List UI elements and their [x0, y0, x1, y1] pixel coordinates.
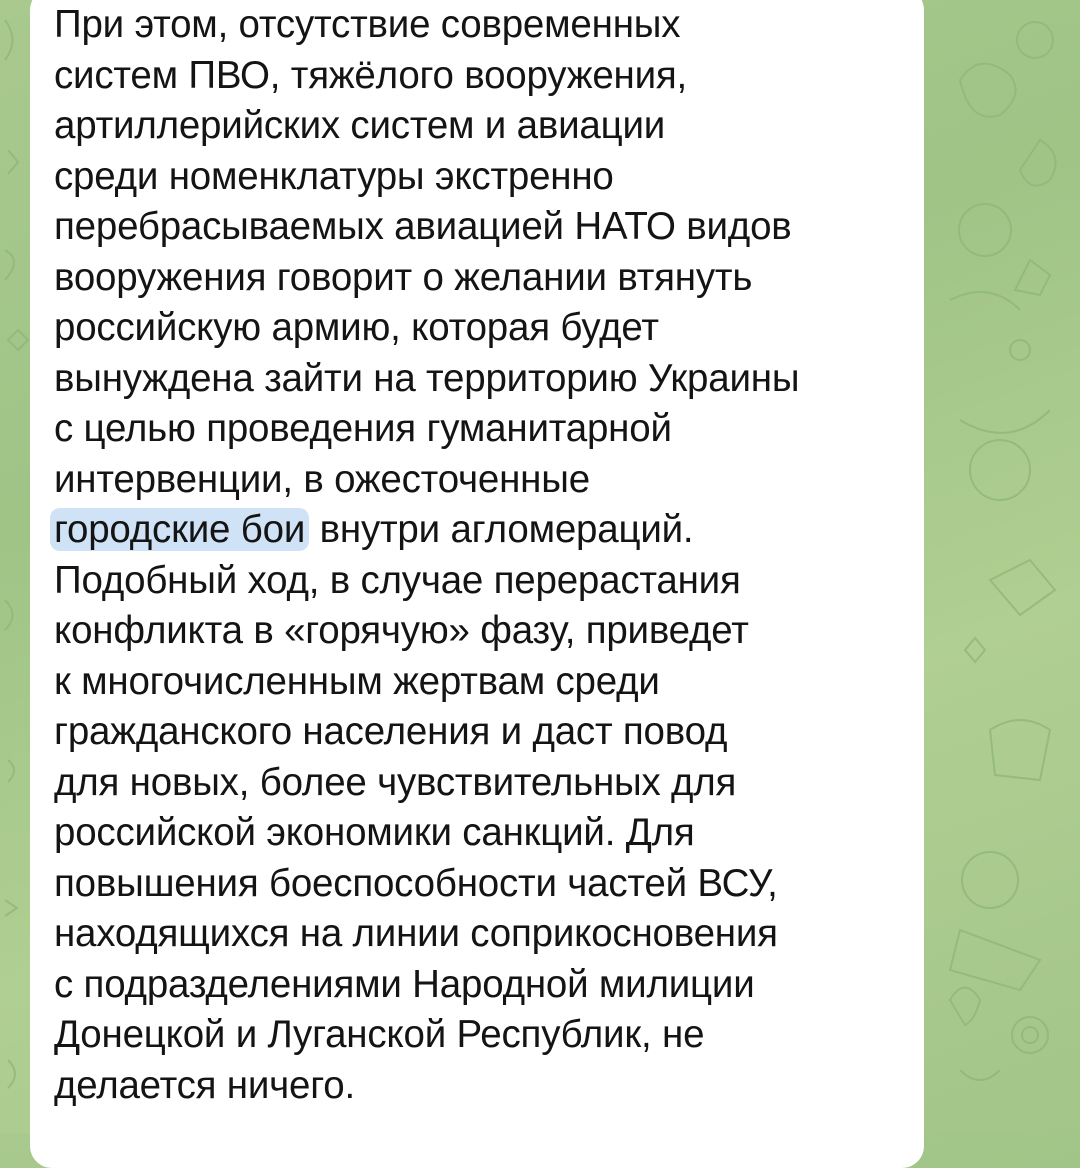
message-line: Донецкой и Луганской Республик, не	[54, 1013, 705, 1056]
doodle-strawberry-icon	[1020, 140, 1056, 186]
message-line: систем ПВО, тяжёлого вооружения,	[54, 53, 688, 97]
doodle-bulb-icon	[950, 988, 980, 1026]
message-line: к многочисленным жертвам среди	[54, 659, 660, 703]
message-text	[54, 0, 900, 1111]
message-line: конфликта в «горячую» фазу, приведет	[54, 609, 749, 652]
doodle-telescope-icon	[990, 560, 1055, 615]
highlighted-text-selection[interactable]: городские бои	[50, 508, 309, 551]
message-line: с подразделениями Народной милиции	[54, 962, 755, 1006]
message-line: среди номенклатуры экстренно	[54, 154, 614, 198]
message-line: внутри агломераций.	[309, 508, 694, 551]
message-line: для новых, более чувствительных для	[54, 760, 737, 804]
message-line: находящихся на линии соприкосновения	[54, 912, 778, 955]
doodle-cup-icon	[960, 64, 1016, 117]
message-line: перебрасываемых авиацией НАТО видов	[54, 205, 792, 248]
doodle-star-icon	[965, 638, 985, 662]
message-bubble[interactable]	[30, 0, 924, 1168]
message-line: вынуждена зайти на территорию Украины	[54, 356, 800, 400]
message-line: российскую армию, которая будет	[54, 306, 659, 349]
message-line: с целью проведения гуманитарной	[54, 407, 672, 450]
message-line: гражданского населения и даст повод	[54, 710, 728, 753]
doodle-box-icon	[990, 720, 1050, 780]
doodle-circle-icon	[1017, 22, 1053, 58]
message-line: артиллерийских систем и авиации	[54, 104, 666, 147]
message-line: Подобный ход, в случае перерастания	[54, 558, 741, 602]
doodle-pizza-icon	[950, 930, 1040, 990]
message-line: интервенции, в ожесточенные	[54, 457, 590, 501]
message-line: делается ничего.	[54, 1063, 355, 1107]
message-line: повышения боеспособности частей ВСУ,	[54, 861, 778, 905]
message-line: При этом, отсутствие современных	[54, 3, 681, 46]
message-line: российской экономики санкций. Для	[54, 811, 695, 854]
message-line: вооружения говорит о желании втянуть	[54, 255, 753, 299]
